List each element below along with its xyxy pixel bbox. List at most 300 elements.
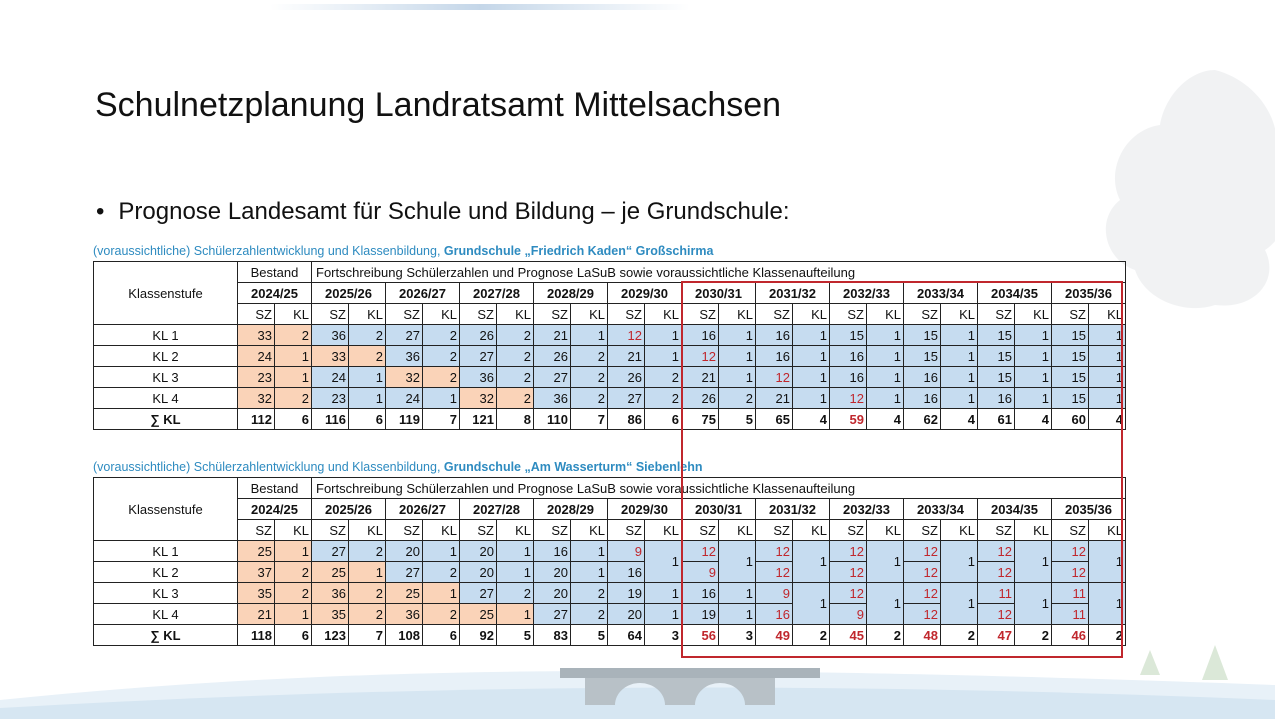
kl-cell: 2 xyxy=(349,541,386,562)
page-title: Schulnetzplanung Landratsamt Mittelsachsen xyxy=(95,86,782,124)
kl-cell: 1 xyxy=(497,562,534,583)
year-header: 2029/30 xyxy=(608,283,682,304)
sz-cell: 20 xyxy=(534,562,571,583)
sz-cell: 27 xyxy=(312,541,349,562)
sum-cell: 83 xyxy=(534,625,571,646)
kl-cell: 1 xyxy=(275,541,312,562)
sz-cell: 37 xyxy=(238,562,275,583)
data-cell: 2 xyxy=(645,388,682,409)
sum-cell: 2 xyxy=(793,625,830,646)
sz-cell: 12 xyxy=(978,541,1015,562)
data-cell: 21 xyxy=(756,388,793,409)
data-cell: 27 xyxy=(386,325,423,346)
sum-cell: 92 xyxy=(460,625,497,646)
kl-merged-cell: 1 xyxy=(1015,541,1052,583)
data-cell: 16 xyxy=(904,388,941,409)
data-cell: 2 xyxy=(645,367,682,388)
data-cell: 15 xyxy=(978,367,1015,388)
sz-header: SZ xyxy=(978,520,1015,541)
sz-cell: 20 xyxy=(534,583,571,604)
kl-header: KL xyxy=(423,520,460,541)
data-cell: 24 xyxy=(312,367,349,388)
kl-cell: 1 xyxy=(423,541,460,562)
kl-cell: 1 xyxy=(645,604,682,625)
sz-header: SZ xyxy=(904,304,941,325)
year-header: 2028/29 xyxy=(534,283,608,304)
data-cell: 36 xyxy=(386,346,423,367)
header-row xyxy=(94,478,1126,499)
sz-cell: 16 xyxy=(682,583,719,604)
sum-cell: 6 xyxy=(645,409,682,430)
kl-header: KL xyxy=(793,304,830,325)
table-row xyxy=(94,367,1126,388)
data-cell: 1 xyxy=(349,367,386,388)
kl-header: KL xyxy=(275,304,312,325)
kl-header: KL xyxy=(497,520,534,541)
data-cell: 36 xyxy=(312,325,349,346)
kl-cell: 2 xyxy=(423,604,460,625)
sum-cell: 108 xyxy=(386,625,423,646)
table-row xyxy=(94,541,1126,562)
sz-cell: 27 xyxy=(460,583,497,604)
kl-cell: 2 xyxy=(497,583,534,604)
data-cell: 16 xyxy=(830,346,867,367)
sz-cell: 11 xyxy=(978,583,1015,604)
kl-cell: 2 xyxy=(423,562,460,583)
sum-label: ∑ KL xyxy=(94,409,238,430)
year-header: 2031/32 xyxy=(756,283,830,304)
year-header: 2029/30 xyxy=(608,499,682,520)
kl-header: KL xyxy=(1015,520,1052,541)
year-header: 2034/35 xyxy=(978,283,1052,304)
data-cell: 12 xyxy=(608,325,645,346)
kl-cell: 2 xyxy=(571,583,608,604)
sum-cell: 75 xyxy=(682,409,719,430)
kl-merged-cell: 1 xyxy=(645,541,682,583)
year-header: 2030/31 xyxy=(682,499,756,520)
kl-cell: 1 xyxy=(349,562,386,583)
data-cell: 1 xyxy=(1089,367,1126,388)
table-row xyxy=(94,583,1126,604)
data-cell: 15 xyxy=(830,325,867,346)
data-cell: 2 xyxy=(497,325,534,346)
sz-header: SZ xyxy=(756,520,793,541)
sz-header: SZ xyxy=(756,304,793,325)
data-cell: 2 xyxy=(571,346,608,367)
kl-cell: 1 xyxy=(719,583,756,604)
header-bestand: Bestand xyxy=(238,262,312,283)
sum-cell: 5 xyxy=(571,625,608,646)
bullet-text: • Prognose Landesamt für Schule und Bildung – je Grundschule: xyxy=(96,198,790,225)
kl-merged-cell: 1 xyxy=(1089,541,1126,583)
sz-cell: 21 xyxy=(238,604,275,625)
data-cell: 1 xyxy=(645,325,682,346)
sz-header: SZ xyxy=(830,304,867,325)
kl-header: KL xyxy=(941,304,978,325)
top-decoration-line xyxy=(270,4,690,10)
kl-header: KL xyxy=(867,304,904,325)
sz-cell: 36 xyxy=(386,604,423,625)
year-header: 2034/35 xyxy=(978,499,1052,520)
data-cell: 1 xyxy=(793,388,830,409)
data-cell: 2 xyxy=(275,388,312,409)
year-header: 2024/25 xyxy=(238,283,312,304)
data-cell: 1 xyxy=(1015,325,1052,346)
sum-cell: 49 xyxy=(756,625,793,646)
sz-cell: 16 xyxy=(534,541,571,562)
sum-cell: 45 xyxy=(830,625,867,646)
row-label: KL 2 xyxy=(94,562,238,583)
sz-cell: 16 xyxy=(756,604,793,625)
sz-cell: 25 xyxy=(386,583,423,604)
sz-cell: 35 xyxy=(238,583,275,604)
sz-cell: 20 xyxy=(386,541,423,562)
data-cell: 23 xyxy=(312,388,349,409)
sz-cell: 19 xyxy=(682,604,719,625)
sz-cell: 27 xyxy=(534,604,571,625)
sum-row xyxy=(94,409,1126,430)
data-cell: 27 xyxy=(460,346,497,367)
data-cell: 36 xyxy=(534,388,571,409)
kl-merged-cell: 1 xyxy=(941,541,978,583)
sum-cell: 65 xyxy=(756,409,793,430)
sz-cell: 12 xyxy=(904,562,941,583)
sz-cell: 11 xyxy=(1052,604,1089,625)
sum-cell: 4 xyxy=(867,409,904,430)
data-cell: 15 xyxy=(978,325,1015,346)
year-header: 2026/27 xyxy=(386,499,460,520)
sum-cell: 4 xyxy=(1089,409,1126,430)
kl-header: KL xyxy=(349,304,386,325)
data-cell: 12 xyxy=(682,346,719,367)
year-header: 2032/33 xyxy=(830,283,904,304)
kl-header: KL xyxy=(571,304,608,325)
sz-cell: 12 xyxy=(682,541,719,562)
row-label: KL 3 xyxy=(94,583,238,604)
data-cell: 15 xyxy=(904,346,941,367)
header-klassenstufe: Klassenstufe xyxy=(94,478,238,541)
row-label: KL 1 xyxy=(94,325,238,346)
data-cell: 1 xyxy=(423,388,460,409)
data-cell: 1 xyxy=(867,346,904,367)
data-cell: 2 xyxy=(349,325,386,346)
kl-cell: 1 xyxy=(423,583,460,604)
sum-cell: 6 xyxy=(423,625,460,646)
kl-header: KL xyxy=(1015,304,1052,325)
sz-cell: 12 xyxy=(904,583,941,604)
year-header: 2025/26 xyxy=(312,283,386,304)
data-cell: 1 xyxy=(867,325,904,346)
kl-cell: 1 xyxy=(645,583,682,604)
sum-cell: 6 xyxy=(275,409,312,430)
data-cell: 16 xyxy=(756,346,793,367)
sz-cell: 11 xyxy=(1052,583,1089,604)
kl-header: KL xyxy=(867,520,904,541)
kl-header: KL xyxy=(645,520,682,541)
data-cell: 15 xyxy=(1052,388,1089,409)
table2-caption-school: Grundschule „Am Wasserturm“ Siebenlehn xyxy=(443,460,703,474)
bullet-label: Prognose Landesamt für Schule und Bildung – je Grundschule: xyxy=(118,198,790,225)
data-cell: 2 xyxy=(719,388,756,409)
kl-cell: 2 xyxy=(571,604,608,625)
data-cell: 1 xyxy=(719,346,756,367)
sz-cell: 12 xyxy=(978,562,1015,583)
sz-cell: 35 xyxy=(312,604,349,625)
kl-cell: 1 xyxy=(571,562,608,583)
sz-cell: 9 xyxy=(830,604,867,625)
sz-header: SZ xyxy=(238,304,275,325)
data-cell: 12 xyxy=(830,388,867,409)
sum-cell: 7 xyxy=(349,625,386,646)
sz-cell: 27 xyxy=(386,562,423,583)
sz-cell: 20 xyxy=(460,562,497,583)
table-grundschule-siebenlehn xyxy=(93,477,1126,646)
sz-cell: 16 xyxy=(608,562,645,583)
sz-header: SZ xyxy=(460,520,497,541)
sum-cell: 60 xyxy=(1052,409,1089,430)
subheader-row xyxy=(94,304,1126,325)
kl-header: KL xyxy=(941,520,978,541)
sz-header: SZ xyxy=(312,520,349,541)
data-cell: 16 xyxy=(682,325,719,346)
kl-merged-cell: 1 xyxy=(941,583,978,625)
data-cell: 1 xyxy=(793,367,830,388)
kl-cell: 2 xyxy=(349,604,386,625)
sz-header: SZ xyxy=(830,520,867,541)
kl-merged-cell: 1 xyxy=(1015,583,1052,625)
sum-cell: 6 xyxy=(275,625,312,646)
data-cell: 2 xyxy=(571,388,608,409)
table1-caption-prefix: (voraussichtliche) Schülerzahlentwicklung und Klassenbildung, xyxy=(93,244,441,258)
sz-header: SZ xyxy=(534,520,571,541)
data-cell: 21 xyxy=(608,346,645,367)
data-cell: 26 xyxy=(460,325,497,346)
data-cell: 1 xyxy=(793,346,830,367)
sum-cell: 56 xyxy=(682,625,719,646)
header-fortschreibung: Fortschreibung Schülerzahlen und Prognose LaSuB sowie voraussichtliche Klassenaufteilung xyxy=(312,262,1126,283)
sum-cell: 8 xyxy=(497,409,534,430)
data-cell: 21 xyxy=(534,325,571,346)
sz-header: SZ xyxy=(460,304,497,325)
table2-caption xyxy=(93,460,703,474)
data-cell: 2 xyxy=(423,325,460,346)
sum-cell: 3 xyxy=(719,625,756,646)
data-cell: 2 xyxy=(275,325,312,346)
sz-header: SZ xyxy=(312,304,349,325)
sz-cell: 20 xyxy=(608,604,645,625)
table2-caption-prefix: (voraussichtliche) Schülerzahlentwicklung und Klassenbildung, xyxy=(93,460,441,474)
sum-cell: 121 xyxy=(460,409,497,430)
sz-header: SZ xyxy=(1052,520,1089,541)
row-label: KL 2 xyxy=(94,346,238,367)
sum-cell: 6 xyxy=(349,409,386,430)
kl-header: KL xyxy=(645,304,682,325)
data-cell: 23 xyxy=(238,367,275,388)
row-label: KL 3 xyxy=(94,367,238,388)
year-header: 2035/36 xyxy=(1052,499,1126,520)
data-cell: 1 xyxy=(941,388,978,409)
sz-cell: 12 xyxy=(1052,541,1089,562)
year-header: 2030/31 xyxy=(682,283,756,304)
sum-cell: 48 xyxy=(904,625,941,646)
data-cell: 24 xyxy=(386,388,423,409)
kl-cell: 2 xyxy=(349,583,386,604)
sum-cell: 7 xyxy=(571,409,608,430)
kl-merged-cell: 1 xyxy=(1089,583,1126,625)
kl-header: KL xyxy=(719,520,756,541)
data-cell: 1 xyxy=(941,325,978,346)
row-label: KL 4 xyxy=(94,388,238,409)
subheader-row xyxy=(94,520,1126,541)
header-row xyxy=(94,262,1126,283)
kl-cell: 1 xyxy=(719,604,756,625)
kl-header: KL xyxy=(1089,304,1126,325)
data-cell: 2 xyxy=(497,367,534,388)
data-cell: 1 xyxy=(1089,388,1126,409)
data-cell: 16 xyxy=(978,388,1015,409)
kl-header: KL xyxy=(571,520,608,541)
data-cell: 1 xyxy=(1089,325,1126,346)
year-row xyxy=(94,283,1126,304)
kl-header: KL xyxy=(1089,520,1126,541)
sz-cell: 12 xyxy=(1052,562,1089,583)
year-header: 2032/33 xyxy=(830,499,904,520)
data-cell: 12 xyxy=(756,367,793,388)
sum-cell: 46 xyxy=(1052,625,1089,646)
data-cell: 32 xyxy=(460,388,497,409)
data-cell: 27 xyxy=(534,367,571,388)
sz-header: SZ xyxy=(608,520,645,541)
sz-cell: 12 xyxy=(904,604,941,625)
data-cell: 1 xyxy=(867,367,904,388)
sum-cell: 86 xyxy=(608,409,645,430)
table1-caption xyxy=(93,244,713,258)
data-cell: 36 xyxy=(460,367,497,388)
kl-cell: 1 xyxy=(275,604,312,625)
sum-cell: 61 xyxy=(978,409,1015,430)
data-cell: 15 xyxy=(1052,346,1089,367)
kl-header: KL xyxy=(793,520,830,541)
data-cell: 2 xyxy=(497,388,534,409)
sum-cell: 2 xyxy=(867,625,904,646)
data-cell: 1 xyxy=(349,388,386,409)
kl-merged-cell: 1 xyxy=(793,583,830,625)
sz-cell: 12 xyxy=(904,541,941,562)
sz-cell: 9 xyxy=(608,541,645,562)
header-klassenstufe: Klassenstufe xyxy=(94,262,238,325)
year-header: 2027/28 xyxy=(460,283,534,304)
data-cell: 16 xyxy=(830,367,867,388)
data-cell: 1 xyxy=(1015,388,1052,409)
data-cell: 16 xyxy=(756,325,793,346)
kl-merged-cell: 1 xyxy=(867,541,904,583)
sz-header: SZ xyxy=(238,520,275,541)
data-cell: 32 xyxy=(386,367,423,388)
data-cell: 32 xyxy=(238,388,275,409)
sum-cell: 5 xyxy=(497,625,534,646)
sz-header: SZ xyxy=(904,520,941,541)
sz-cell: 9 xyxy=(682,562,719,583)
sz-cell: 25 xyxy=(460,604,497,625)
data-cell: 1 xyxy=(1015,346,1052,367)
sum-cell: 112 xyxy=(238,409,275,430)
sz-header: SZ xyxy=(534,304,571,325)
sum-cell: 47 xyxy=(978,625,1015,646)
sz-cell: 12 xyxy=(830,583,867,604)
sz-cell: 12 xyxy=(830,562,867,583)
kl-cell: 1 xyxy=(497,604,534,625)
data-cell: 1 xyxy=(275,367,312,388)
kl-cell: 2 xyxy=(275,583,312,604)
data-cell: 1 xyxy=(275,346,312,367)
sum-cell: 2 xyxy=(1015,625,1052,646)
year-header: 2025/26 xyxy=(312,499,386,520)
sum-cell: 119 xyxy=(386,409,423,430)
year-row xyxy=(94,499,1126,520)
kl-merged-cell: 1 xyxy=(867,583,904,625)
data-cell: 1 xyxy=(645,346,682,367)
table-row xyxy=(94,346,1126,367)
sum-cell: 3 xyxy=(645,625,682,646)
data-cell: 33 xyxy=(312,346,349,367)
sum-cell: 7 xyxy=(423,409,460,430)
sum-cell: 5 xyxy=(719,409,756,430)
sum-cell: 4 xyxy=(793,409,830,430)
kl-header: KL xyxy=(497,304,534,325)
year-header: 2027/28 xyxy=(460,499,534,520)
row-label: KL 1 xyxy=(94,541,238,562)
kl-header: KL xyxy=(423,304,460,325)
sz-cell: 20 xyxy=(460,541,497,562)
header-bestand: Bestand xyxy=(238,478,312,499)
kl-cell: 1 xyxy=(571,541,608,562)
data-cell: 15 xyxy=(978,346,1015,367)
sz-header: SZ xyxy=(386,304,423,325)
data-cell: 26 xyxy=(534,346,571,367)
sz-cell: 36 xyxy=(312,583,349,604)
sum-cell: 2 xyxy=(941,625,978,646)
sum-cell: 116 xyxy=(312,409,349,430)
table-row xyxy=(94,388,1126,409)
sz-header: SZ xyxy=(682,520,719,541)
sz-cell: 12 xyxy=(756,541,793,562)
year-header: 2033/34 xyxy=(904,499,978,520)
data-cell: 2 xyxy=(423,367,460,388)
sum-cell: 123 xyxy=(312,625,349,646)
table-grundschule-grossschirma xyxy=(93,261,1126,430)
data-cell: 2 xyxy=(423,346,460,367)
sum-cell: 62 xyxy=(904,409,941,430)
sz-header: SZ xyxy=(386,520,423,541)
data-cell: 33 xyxy=(238,325,275,346)
data-cell: 2 xyxy=(349,346,386,367)
sum-cell: 59 xyxy=(830,409,867,430)
year-header: 2033/34 xyxy=(904,283,978,304)
data-cell: 26 xyxy=(608,367,645,388)
sz-cell: 12 xyxy=(830,541,867,562)
data-cell: 2 xyxy=(571,367,608,388)
sz-cell: 12 xyxy=(756,562,793,583)
bridge-landscape-decoration xyxy=(0,630,1275,719)
data-cell: 1 xyxy=(719,367,756,388)
sum-cell: 110 xyxy=(534,409,571,430)
year-header: 2028/29 xyxy=(534,499,608,520)
data-cell: 2 xyxy=(497,346,534,367)
data-cell: 1 xyxy=(941,346,978,367)
data-cell: 15 xyxy=(1052,367,1089,388)
data-cell: 21 xyxy=(682,367,719,388)
sz-cell: 19 xyxy=(608,583,645,604)
